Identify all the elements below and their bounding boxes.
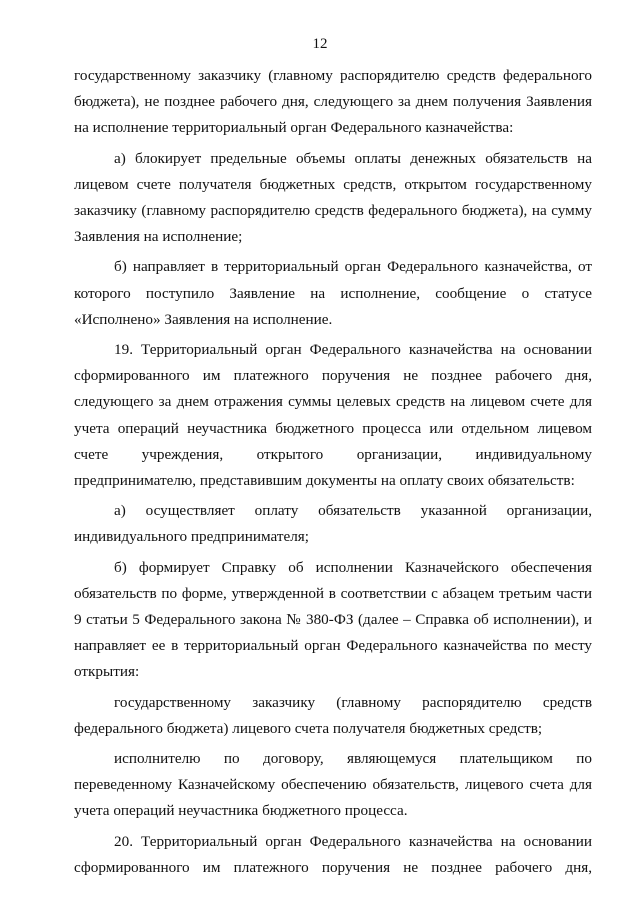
- paragraph-item-a-block: а) блокирует предельные объемы оплаты денежных обязательств на лицевом счете получателя бюджетных средств, открытом государственному заказчику (главному распорядителю средств федерального бюджета), на сумму Заявления на исполнение;: [74, 149, 592, 246]
- paragraph-item-b-send: б) направляет в территориальный орган Федерального казначейства, от которого поступило Заявление на исполнение, сообщение о статусе «Исполнено» Заявления на исполнение.: [74, 258, 592, 328]
- paragraph-contractor-account: исполнителю по договору, являющемуся плательщиком по переведенному Казначейскому обеспечению обязательств, лицевого счета для учета операций неучастника бюджетного процесса.: [74, 750, 592, 820]
- page-number: 12: [312, 36, 328, 52]
- paragraph-customer-account: государственному заказчику (главному распорядителю средств федерального бюджета) лицевого счета получателя бюджетных средств;: [74, 693, 592, 737]
- paragraph-continuation: государственному заказчику (главному распорядителю средств федерального бюджета), не позднее рабочего дня, следующего за днем получения Заявления на исполнение территориальный орган Федерального казначейства:: [74, 67, 592, 137]
- paragraph-20: 20. Территориальный орган Федерального казначейства на основании сформированного им платежного поручения не позднее рабочего дня,: [74, 832, 592, 876]
- paragraph-19-item-a: а) осуществляет оплату обязательств указанной организации, индивидуального предпринимателя;: [74, 502, 592, 546]
- paragraph-19: 19. Территориальный орган Федерального казначейства на основании сформированного им платежного поручения не позднее рабочего дня, следующего за днем отражения суммы целевых средств на лицевом счете для учета операций неучастника бюджетного процесса или отдельном лицевом счете учреждения, открытого организации, индивидуальному предпринимателю, представившим документы на оплату своих обязательств:: [74, 341, 592, 490]
- paragraph-19-item-b: б) формирует Справку об исполнении Казначейского обеспечения обязательств по форме, утвержденной в соответствии с абзацем третьим части 9 статьи 5 Федерального закона № 380-ФЗ (далее – Справка об исполнении), и направляет ее в территориальный орган Федерального казначейства по месту открытия:: [74, 558, 592, 681]
- document-body: [74, 63, 592, 881]
